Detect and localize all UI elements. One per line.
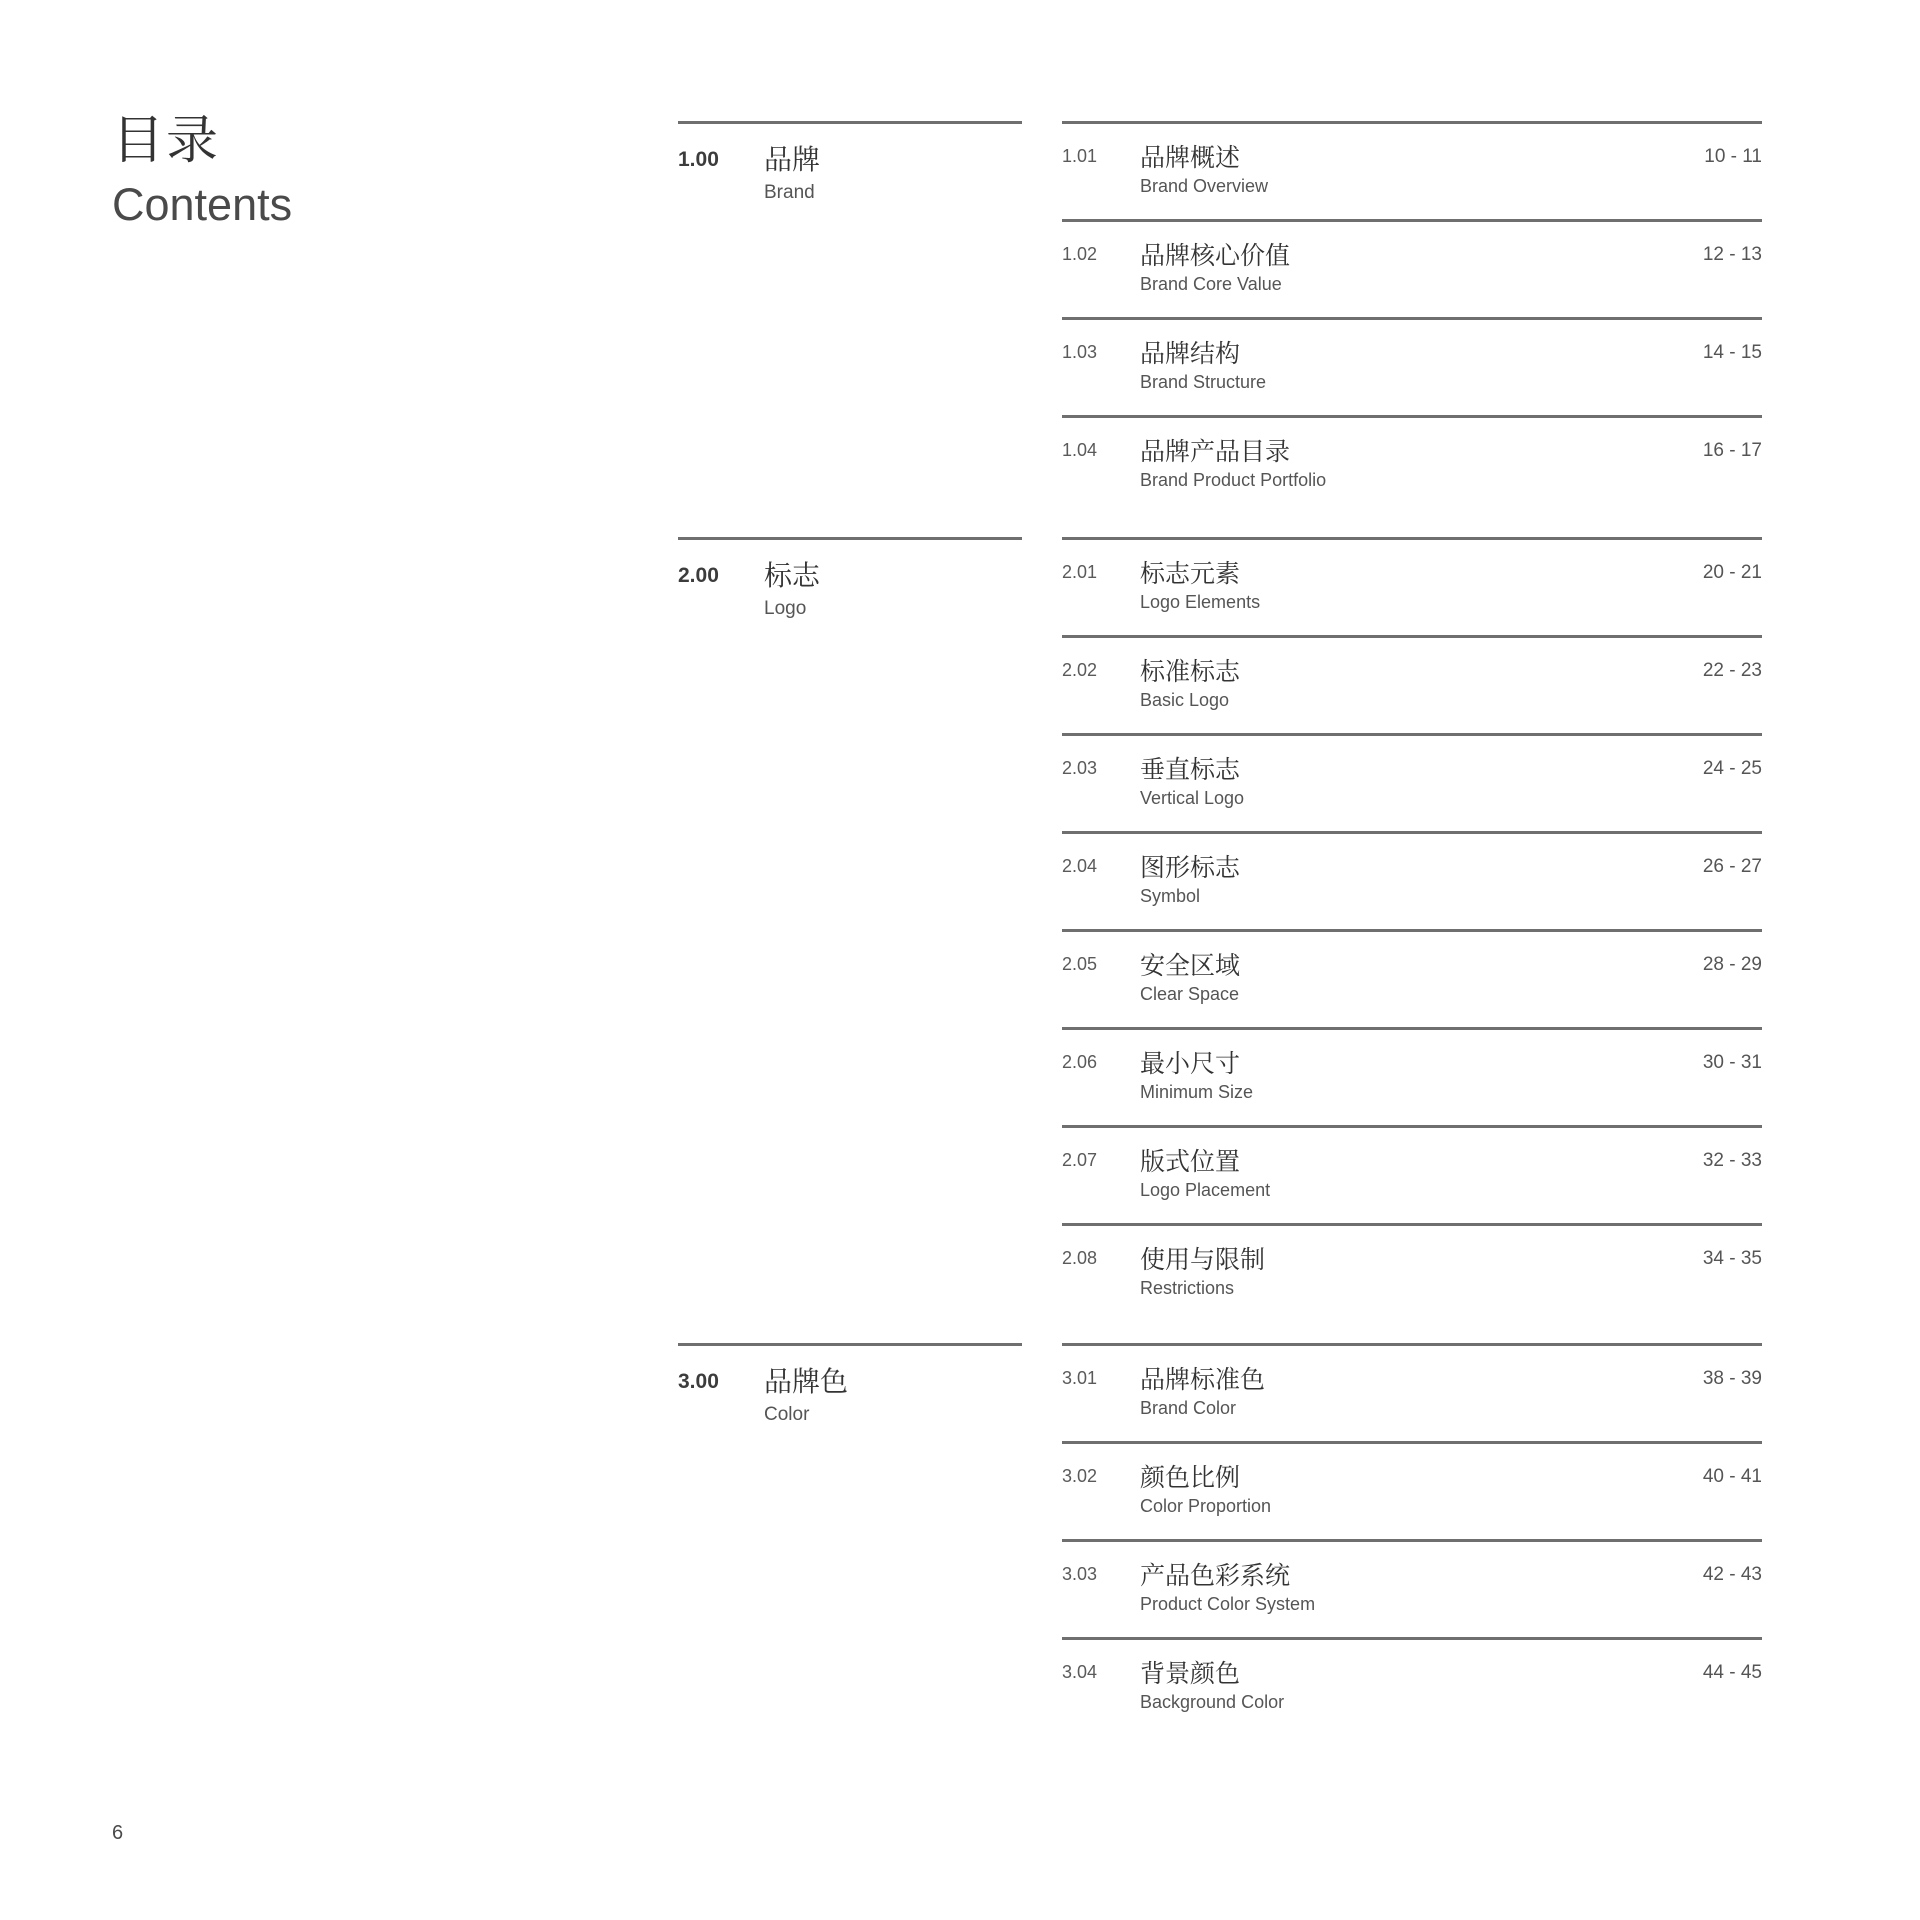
entry-title-chinese: 背景颜色 bbox=[1140, 1659, 1241, 1688]
entry-title-english: Logo Elements bbox=[1140, 592, 1261, 612]
toc-entry[interactable] bbox=[1062, 1223, 1762, 1321]
section-title-english: Color bbox=[764, 1404, 810, 1425]
entry-number: 2.04 bbox=[1062, 856, 1098, 876]
toc-entry[interactable] bbox=[1062, 929, 1762, 1027]
entry-title-english: Brand Color bbox=[1140, 1398, 1237, 1418]
entry-title-chinese: 颜色比例 bbox=[1140, 1463, 1241, 1492]
entry-number: 1.03 bbox=[1062, 342, 1098, 362]
entry-title-english: Basic Logo bbox=[1140, 690, 1230, 710]
entry-title-chinese: 品牌概述 bbox=[1140, 143, 1241, 172]
entry-title-chinese: 品牌产品目录 bbox=[1140, 437, 1291, 466]
entry-title-english: Brand Core Value bbox=[1140, 274, 1282, 294]
entry-number: 3.04 bbox=[1062, 1662, 1098, 1682]
entry-number: 2.02 bbox=[1062, 660, 1098, 680]
entry-page-range: 30 - 31 bbox=[1702, 1052, 1762, 1073]
entry-title-chinese: 图形标志 bbox=[1140, 853, 1241, 882]
entry-number: 2.06 bbox=[1062, 1052, 1098, 1072]
section-title-chinese: 品牌色 bbox=[764, 1365, 849, 1398]
section-entries bbox=[1062, 537, 1762, 1321]
section-header bbox=[678, 1343, 1022, 1425]
entry-title-chinese: 产品色彩系统 bbox=[1140, 1561, 1291, 1590]
entry-title-chinese: 品牌标准色 bbox=[1140, 1365, 1266, 1394]
entry-page-range: 10 - 11 bbox=[1704, 146, 1762, 167]
entry-title-chinese: 品牌结构 bbox=[1140, 339, 1241, 368]
entry-title-chinese: 标准标志 bbox=[1140, 657, 1241, 686]
entry-number: 2.03 bbox=[1062, 758, 1098, 778]
entry-page-range: 16 - 17 bbox=[1702, 440, 1762, 461]
entry-page-range: 38 - 39 bbox=[1702, 1368, 1762, 1389]
toc-entry[interactable] bbox=[1062, 831, 1762, 929]
entry-title-english: Color Proportion bbox=[1140, 1496, 1272, 1516]
entry-title-english: Brand Overview bbox=[1140, 176, 1269, 196]
entry-page-range: 32 - 33 bbox=[1702, 1150, 1762, 1171]
toc-entry[interactable] bbox=[1062, 219, 1762, 317]
entry-title-chinese: 使用与限制 bbox=[1140, 1245, 1266, 1274]
section-header bbox=[678, 121, 1022, 203]
page-title bbox=[112, 108, 292, 234]
entry-page-range: 34 - 35 bbox=[1702, 1248, 1762, 1269]
entry-title-chinese: 标志元素 bbox=[1140, 559, 1241, 588]
entry-title-chinese: 版式位置 bbox=[1140, 1147, 1241, 1176]
entry-title-chinese: 品牌核心价值 bbox=[1140, 241, 1291, 270]
entry-page-range: 14 - 15 bbox=[1702, 342, 1762, 363]
entry-number: 2.01 bbox=[1062, 562, 1098, 582]
entry-number: 3.03 bbox=[1062, 1564, 1098, 1584]
entry-title-english: Logo Placement bbox=[1140, 1180, 1271, 1200]
entry-number: 1.04 bbox=[1062, 440, 1098, 460]
entry-title-english: Brand Structure bbox=[1140, 372, 1267, 392]
entry-number: 2.07 bbox=[1062, 1150, 1098, 1170]
entry-title-chinese: 安全区域 bbox=[1140, 951, 1241, 980]
section-title-english: Logo bbox=[764, 598, 807, 619]
toc-entry[interactable] bbox=[1062, 1027, 1762, 1125]
entry-title-english: Brand Product Portfolio bbox=[1140, 470, 1327, 490]
section-header bbox=[678, 537, 1022, 619]
entry-title-chinese: 垂直标志 bbox=[1140, 755, 1241, 784]
entry-page-range: 20 - 21 bbox=[1702, 562, 1762, 583]
entry-page-range: 42 - 43 bbox=[1702, 1564, 1762, 1585]
entry-page-range: 44 - 45 bbox=[1702, 1662, 1762, 1683]
entry-title-english: Symbol bbox=[1140, 886, 1201, 906]
entry-page-range: 24 - 25 bbox=[1702, 758, 1762, 779]
section-title-english: Brand bbox=[764, 182, 815, 203]
toc-entry[interactable] bbox=[1062, 1539, 1762, 1637]
toc-entry[interactable] bbox=[1062, 415, 1762, 513]
toc-entry[interactable] bbox=[1062, 317, 1762, 415]
toc-entry[interactable] bbox=[1062, 121, 1762, 219]
entry-number: 3.02 bbox=[1062, 1466, 1098, 1486]
page-title-chinese: 目录 bbox=[112, 111, 221, 171]
entry-page-range: 40 - 41 bbox=[1702, 1466, 1762, 1487]
entry-title-english: Product Color System bbox=[1140, 1594, 1316, 1614]
section-entries bbox=[1062, 121, 1762, 513]
entry-number: 1.01 bbox=[1062, 146, 1098, 166]
toc-entry[interactable] bbox=[1062, 1441, 1762, 1539]
section-title-chinese: 品牌 bbox=[764, 143, 821, 176]
toc-entry[interactable] bbox=[1062, 635, 1762, 733]
entry-title-english: Clear Space bbox=[1140, 984, 1240, 1004]
toc-entry[interactable] bbox=[1062, 1343, 1762, 1441]
entry-page-range: 28 - 29 bbox=[1702, 954, 1762, 975]
page-number: 6 bbox=[112, 1822, 124, 1844]
entry-title-english: Restrictions bbox=[1140, 1278, 1235, 1298]
toc-entry[interactable] bbox=[1062, 1125, 1762, 1223]
page-title-english: Contents bbox=[112, 179, 293, 230]
entry-page-range: 22 - 23 bbox=[1702, 660, 1762, 681]
section-number: 1.00 bbox=[678, 148, 719, 171]
entry-page-range: 26 - 27 bbox=[1702, 856, 1762, 877]
entry-number: 2.05 bbox=[1062, 954, 1098, 974]
entry-title-english: Background Color bbox=[1140, 1692, 1285, 1712]
toc-entry[interactable] bbox=[1062, 537, 1762, 635]
entry-page-range: 12 - 13 bbox=[1702, 244, 1762, 265]
entry-number: 1.02 bbox=[1062, 244, 1098, 264]
entry-title-english: Vertical Logo bbox=[1140, 788, 1245, 808]
entry-number: 3.01 bbox=[1062, 1368, 1098, 1388]
section-title-chinese: 标志 bbox=[764, 559, 821, 592]
entry-title-english: Minimum Size bbox=[1140, 1082, 1254, 1102]
toc-entry[interactable] bbox=[1062, 1637, 1762, 1735]
entry-number: 2.08 bbox=[1062, 1248, 1098, 1268]
section-number: 2.00 bbox=[678, 564, 719, 587]
section-number: 3.00 bbox=[678, 1370, 719, 1393]
section-entries bbox=[1062, 1343, 1762, 1735]
entry-title-chinese: 最小尺寸 bbox=[1140, 1049, 1241, 1078]
toc-entry[interactable] bbox=[1062, 733, 1762, 831]
